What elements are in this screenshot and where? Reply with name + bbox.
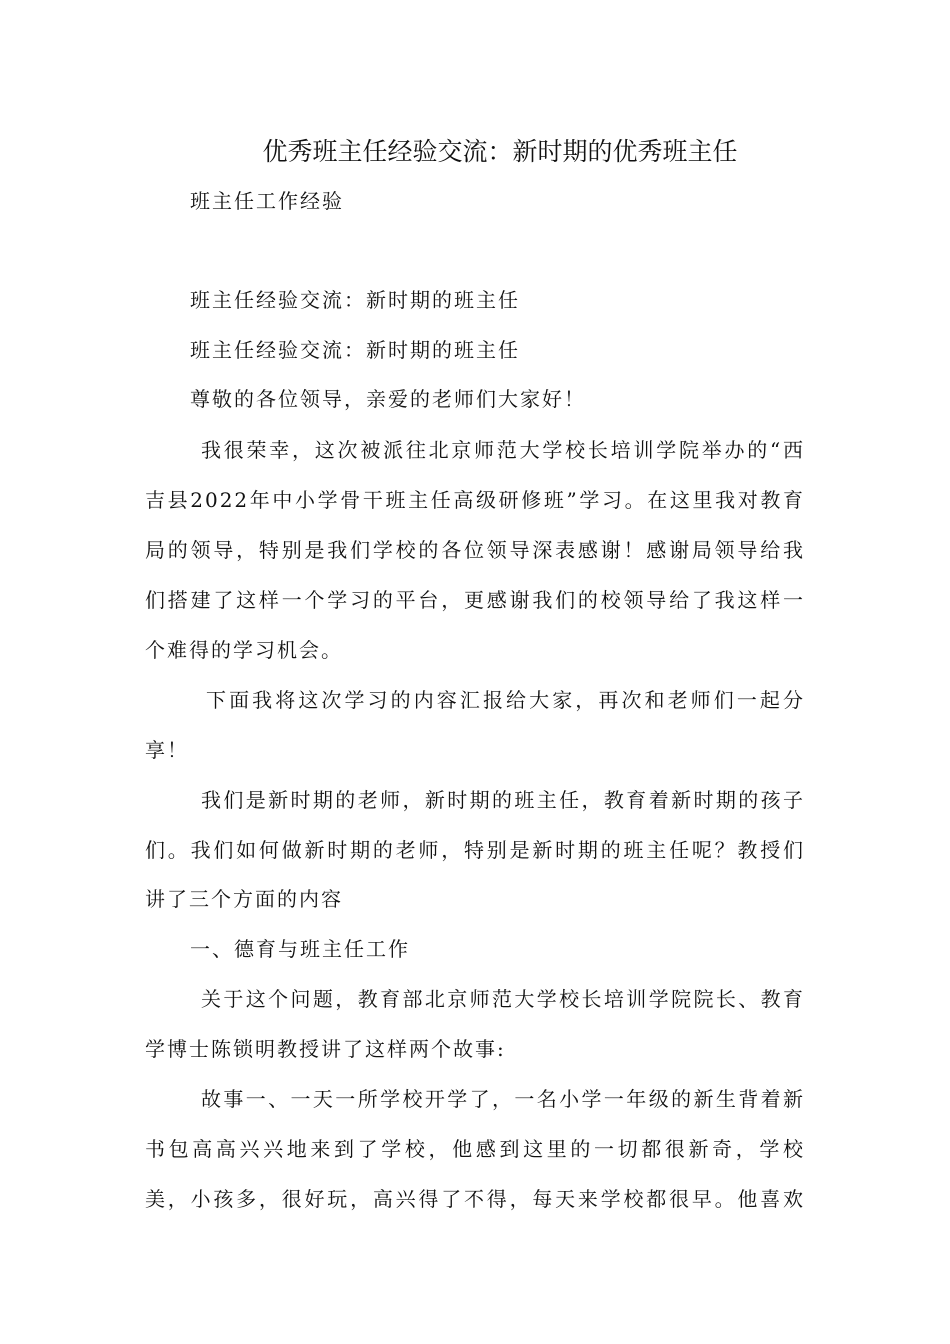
section-heading: 班主任工作经验 <box>190 189 344 213</box>
paragraph-line: 班主任经验交流：新时期的班主任 <box>190 338 520 362</box>
section-heading: 一、德育与班主任工作 <box>190 937 410 961</box>
paragraph-line: 下面我将这次学习的内容汇报给大家，再次和老师们一起分 <box>206 688 805 712</box>
paragraph-line: 们。我们如何做新时期的老师，特别是新时期的班主任呢？教授们 <box>145 838 805 862</box>
paragraph-line: 我们是新时期的老师，新时期的班主任，教育着新时期的孩子 <box>201 788 805 812</box>
paragraph-line: 讲了三个方面的内容 <box>145 887 343 911</box>
paragraph-line: 尊敬的各位领导，亲爱的老师们大家好！ <box>190 387 586 411</box>
paragraph-line: 个难得的学习机会。 <box>145 638 343 662</box>
paragraph-line: 们搭建了这样一个学习的平台，更感谢我们的校领导给了我这样一 <box>145 588 805 612</box>
paragraph-line: 局的领导，特别是我们学校的各位领导深表感谢！感谢局领导给我 <box>145 538 805 562</box>
paragraph-line: 学博士陈锁明教授讲了这样两个故事: <box>145 1037 506 1061</box>
paragraph-line: 我很荣幸，这次被派往北京师范大学校长培训学院举办的“西 <box>201 438 805 462</box>
paragraph-line: 故事一、一天一所学校开学了，一名小学一年级的新生背着新 <box>201 1087 805 1111</box>
paragraph-line: 享！ <box>145 738 189 762</box>
paragraph-line: 美，小孩多，很好玩，高兴得了不得，每天来学校都很早。他喜欢 <box>145 1187 805 1211</box>
paragraph-line: 吉县2022年中小学骨干班主任高级研修班”学习。在这里我对教育 <box>145 488 805 512</box>
paragraph-line: 书包高高兴兴地来到了学校，他感到这里的一切都很新奇，学校 <box>145 1137 805 1161</box>
document-title: 优秀班主任经验交流：新时期的优秀班主任 <box>262 137 738 166</box>
paragraph-line: 班主任经验交流：新时期的班主任 <box>190 288 520 312</box>
paragraph-line: 关于这个问题，教育部北京师范大学校长培训学院院长、教育 <box>201 987 805 1011</box>
